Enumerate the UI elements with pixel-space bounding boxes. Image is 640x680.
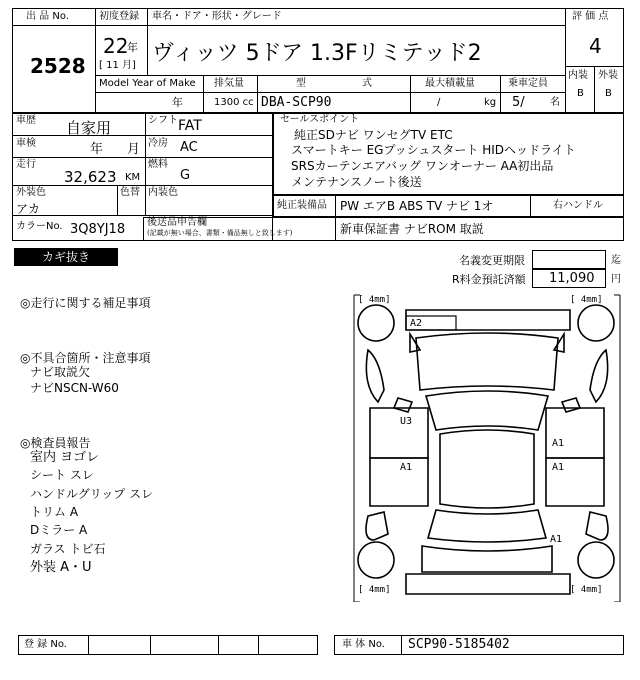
- documents-value: 新車保証書 ナビROM 取説: [340, 222, 484, 236]
- equipment-label: 純正装備品: [277, 200, 327, 211]
- front-left-door: [370, 408, 428, 458]
- year-unit: 年: [127, 41, 138, 54]
- front-right-fender: [590, 350, 608, 402]
- hood: [416, 333, 558, 390]
- sales-point-line: SRSカーテンエアバッグ ワンオーナー AA初出品: [291, 159, 554, 173]
- fuel-label: 燃料: [148, 159, 168, 170]
- model-label-2: 式: [362, 78, 372, 89]
- inspection-label: 車検: [16, 138, 36, 149]
- capacity-label: 乗車定員: [508, 78, 548, 89]
- windshield: [426, 391, 548, 430]
- int-color-label: 内装色: [148, 187, 178, 198]
- ac-value: AC: [180, 140, 198, 155]
- model-year-unit: 年: [172, 96, 183, 109]
- load-label: 最大積載量: [425, 78, 475, 89]
- trunk: [422, 546, 552, 572]
- rear-window: [428, 510, 546, 542]
- damage-mark: A1: [552, 462, 565, 473]
- ac-label: 冷房: [148, 138, 168, 149]
- inspector-item: ハンドルグリップ スレ: [30, 487, 154, 501]
- driving-notes-title: ◎走行に関する補足事項: [20, 296, 151, 310]
- first-reg-label: 初度登録: [99, 11, 139, 22]
- inspector-item: 外装 A・U: [30, 560, 92, 575]
- exterior-grade: B: [605, 88, 612, 99]
- damage-mark: A1: [552, 438, 565, 449]
- model-label: 型: [296, 78, 306, 89]
- front-right-door: [546, 408, 604, 458]
- color-no-value: 3Q8YJ18: [70, 222, 126, 237]
- recycle-unit: 円: [611, 274, 621, 285]
- recycle-label: R料金預託済額: [452, 273, 526, 286]
- damage-mark: A2: [410, 318, 423, 329]
- load-value: /: [437, 97, 441, 108]
- name-change-box: [532, 250, 606, 269]
- damage-mark: A1: [400, 462, 413, 473]
- inspection-year: 年: [90, 142, 104, 157]
- inspector-item: トリム A: [30, 505, 79, 519]
- model-code: DBA-SCP90: [261, 95, 332, 110]
- chassis-label: 車 体 No.: [342, 639, 385, 650]
- lot-number: 2528: [30, 54, 86, 78]
- name-change-label: 名義変更期限: [459, 254, 525, 267]
- tire-front-left: [358, 305, 394, 341]
- sales-points-label: セールスポイント: [280, 114, 360, 125]
- defects-title: ◎不具合箇所・注意事項: [20, 351, 151, 365]
- defect-item: ナビ取説欠: [30, 365, 91, 379]
- inspector-item: 室内 ヨゴレ: [30, 450, 100, 465]
- documents-note: (記載が無い場合、書類・備品無しと致します): [147, 229, 293, 237]
- equipment-value: PW エアB ABS TV ナビ 1オ: [340, 199, 494, 213]
- rear-bumper: [406, 574, 570, 594]
- tire-depth-label: [ 4mm]: [570, 295, 603, 305]
- lot-label: 出 品 No.: [26, 11, 69, 22]
- color-no-label: カラーNo.: [16, 221, 63, 232]
- car-diagram-svg: [348, 290, 626, 602]
- shift-value: FAT: [178, 118, 202, 134]
- first-reg-month: [ 11 月]: [99, 60, 136, 71]
- shift-label: シフト: [148, 115, 178, 126]
- tire-depth-label: [ 4mm]: [570, 585, 603, 595]
- car-name: ヴィッツ 5ドア 1.3Fリミテッド2: [152, 41, 482, 66]
- steering-value: 右ハンドル: [553, 200, 603, 211]
- model-year-label: Model Year of Make: [99, 78, 196, 89]
- tire-depth-label: [ 4mm]: [358, 585, 391, 595]
- registration-label: 登 録 No.: [24, 639, 67, 650]
- name-change-unit: 迄: [611, 255, 621, 266]
- recycle-value: 11,090: [549, 271, 595, 286]
- rating-label: 評 価 点: [572, 11, 609, 22]
- tire-front-right: [578, 305, 614, 341]
- interior-grade: B: [577, 88, 584, 99]
- front-left-fender: [366, 350, 384, 402]
- defect-item: ナビNSCN-W60: [30, 381, 119, 395]
- history-label: 車歴: [16, 115, 36, 126]
- inspector-item: シート スレ: [30, 468, 94, 482]
- tire-rear-right: [578, 542, 614, 578]
- car-diagram: [348, 290, 626, 602]
- rear-left-door: [370, 458, 428, 506]
- mileage-value: 32,623: [64, 168, 117, 186]
- fuel-value: G: [180, 168, 191, 183]
- tire-rear-left: [358, 542, 394, 578]
- chassis-number: SCP90-5185402: [408, 637, 510, 652]
- capacity-value: 5/: [512, 95, 525, 110]
- inspection-month: 月: [127, 142, 141, 157]
- exterior-label: 外装: [598, 70, 618, 81]
- displacement-label: 排気量: [214, 78, 244, 89]
- front-bumper: [406, 310, 570, 330]
- sales-point-line: 純正SDナビ ワンセグTV ETC: [294, 128, 453, 142]
- mileage-unit: KM: [125, 172, 141, 183]
- mileage-label: 走行: [16, 159, 36, 170]
- tire-depth-label: [ 4mm]: [358, 295, 391, 305]
- first-reg-year: 22: [103, 34, 129, 58]
- inspector-item: ガラス トビ石: [30, 542, 106, 556]
- load-unit: kg: [484, 97, 497, 108]
- damage-mark: A1: [550, 534, 563, 545]
- capacity-unit: 名: [550, 97, 560, 108]
- sales-point-line: スマートキー EGプッシュスタート HIDヘッドライト: [291, 143, 576, 157]
- damage-mark: U3: [400, 416, 413, 427]
- roof: [440, 430, 534, 508]
- inspector-title: ◎検査員報告: [20, 436, 91, 450]
- car-info-label: 車名・ドア・形状・グレード: [152, 11, 282, 22]
- sales-point-line: メンテナンスノート後送: [291, 175, 422, 189]
- interior-label: 内装: [568, 70, 588, 81]
- documents-label: 後送品申告欄: [147, 217, 207, 228]
- ext-color-value: アカ: [16, 202, 40, 216]
- key-removed-badge: [14, 248, 118, 266]
- history-value: 自家用: [66, 119, 112, 137]
- displacement-value: 1300 cc: [214, 97, 254, 108]
- ext-color-label: 外装色: [16, 187, 46, 198]
- key-badge-text: カギ抜き: [41, 250, 90, 264]
- rating-score: 4: [589, 34, 602, 58]
- color-change-label: 色替: [120, 187, 140, 198]
- inspector-item: Dミラー A: [30, 523, 88, 537]
